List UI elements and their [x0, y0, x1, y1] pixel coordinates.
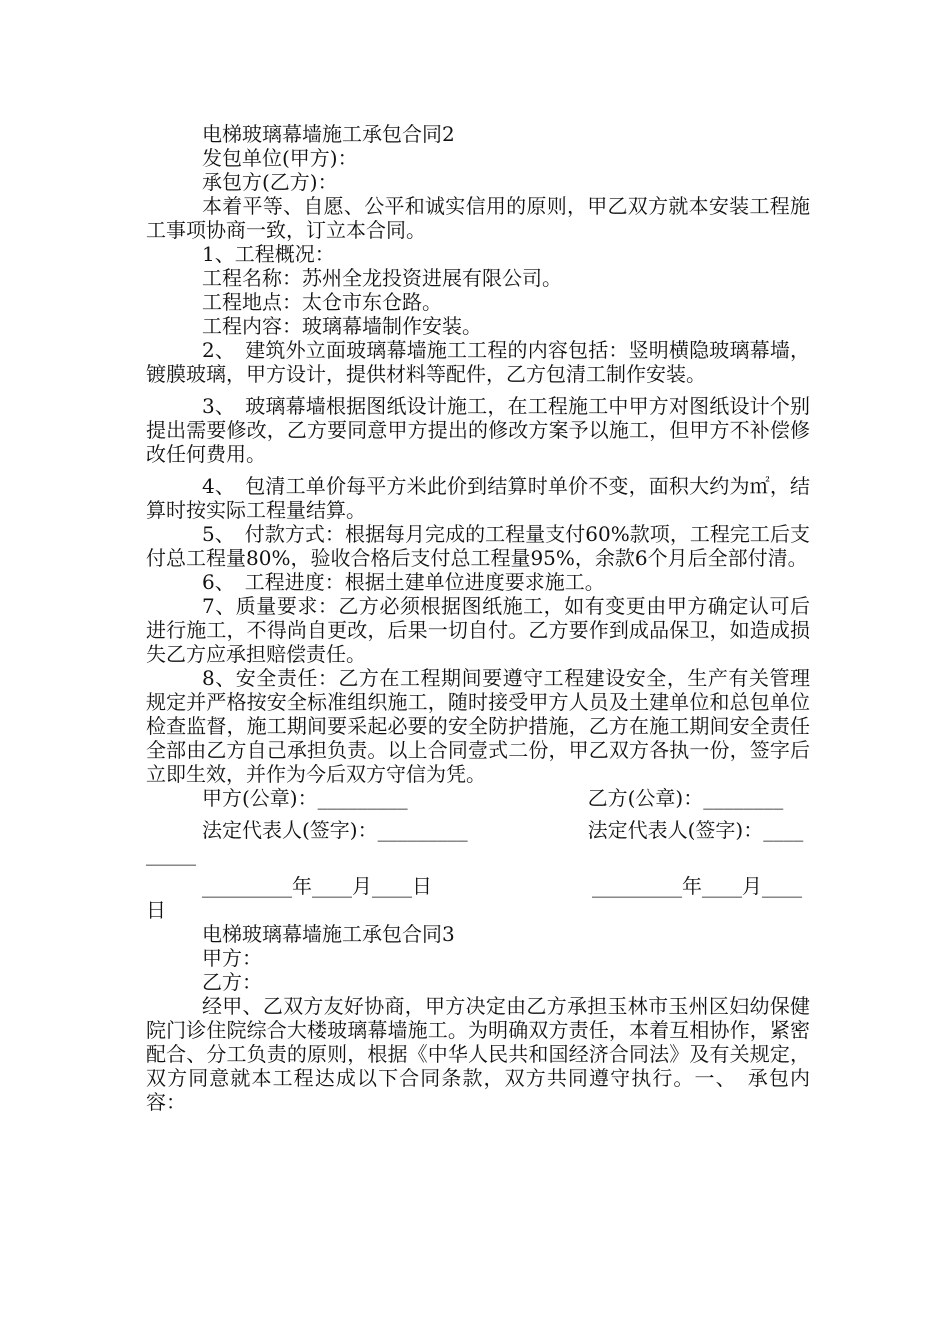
clause-8: 8、安全责任：乙方在工程期间要遵守工程建设安全，生产有关管理规定并严格按安全标准组织施工，随时接受甲方人员及土建单位和总包单位检查监督，施工期间要采起必要的安全防护措施，乙方在施工期间安全责任全部由乙方自己承担负责。以上合同壹式二份，甲乙双方各执一份，签字后立即生效，并作为今后双方守信为凭。: [146, 666, 810, 786]
contract-3-title: 电梯玻璃幕墙施工承包合同3: [202, 922, 455, 946]
representative-signature-line: 法定代表人(签字)：_________ 法定代表人(签字)：_________: [146, 818, 804, 866]
clause-4: 4、 包清工单价每平方米此价到结算时单价不变，面积大约为㎡，结算时按实际工程量结算。: [146, 474, 810, 522]
party-b-line: 承包方(乙方)：: [202, 170, 338, 194]
seal-line: 甲方(公章)：_________ 乙方(公章)：________: [202, 786, 784, 810]
clause-6: 6、 工程进度：根据土建单位进度要求施工。: [202, 570, 605, 594]
spacer: [146, 466, 810, 474]
spacer: [146, 386, 810, 394]
spacer: [146, 810, 810, 818]
clause-5: 5、 付款方式：根据每月完成的工程量支付60%款项，工程完工后支付总工程量80%，验收合格后支付总工程量95%，余款6个月后全部付清。: [146, 522, 810, 570]
clause-3: 3、 玻璃幕墙根据图纸设计施工，在工程施工中甲方对图纸设计个别提出需要修改，乙方要同意甲方提出的修改方案予以施工，但甲方不补偿修改任何费用。: [146, 394, 810, 466]
party-a-line: 发包单位(甲方)：: [202, 146, 358, 170]
project-location: 工程地点：太仓市东仓路。: [202, 290, 442, 314]
clause-7: 7、质量要求：乙方必须根据图纸施工，如有变更由甲方确定认可后进行施工，不得尚自更改，后果一切自付。乙方要作到成品保卫，如造成损失乙方应承担赔偿责任。: [146, 594, 810, 666]
project-name: 工程名称：苏州全龙投资进展有限公司。: [202, 266, 562, 290]
clause-1-heading: 1、工程概况：: [202, 242, 335, 266]
date-line: _________年____月____日 _________年____月____日: [146, 874, 802, 922]
contract-2-title: 电梯玻璃幕墙施工承包合同2: [202, 122, 455, 146]
clause-2: 2、 建筑外立面玻璃幕墙施工工程的内容包括：竖明横隐玻璃幕墙，镀膜玻璃，甲方设计，提供材料等配件，乙方包清工制作安装。: [146, 338, 810, 386]
contract-3-party-b: 乙方：: [202, 970, 262, 994]
spacer: [146, 866, 810, 874]
document-body: [146, 122, 810, 1114]
project-content: 工程内容：玻璃幕墙制作安装。: [202, 314, 482, 338]
contract-3-party-a: 甲方：: [202, 946, 262, 970]
preamble-paragraph: 本着平等、自愿、公平和诚实信用的原则，甲乙双方就本安装工程施工事项协商一致，订立本合同。: [146, 194, 810, 242]
contract-3-preamble: 经甲、乙双方友好协商，甲方决定由乙方承担玉林市玉州区妇幼保健院门诊住院综合大楼玻璃幕墙施工。为明确双方责任，本着互相协作，紧密配合、分工负责的原则，根据《中华人民共和国经济合同法》及有关规定，双方同意就本工程达成以下合同条款，双方共同遵守执行。一、 承包内容：: [146, 994, 810, 1114]
